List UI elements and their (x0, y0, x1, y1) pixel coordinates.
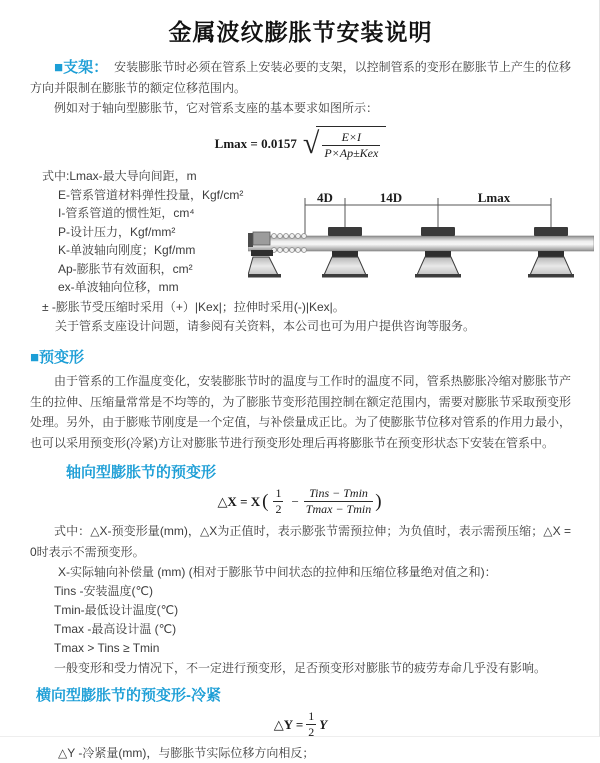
lmax-formula (30, 126, 571, 161)
axial-subheading: 轴向型膨胀节的预变形 (66, 464, 217, 481)
temp-line: Tmin-最低设计温度(℃) (54, 603, 179, 617)
definitions-and-diagram (30, 167, 595, 298)
lateral-formula-rhs: Y (319, 716, 328, 732)
definition-item: ex-单波轴向位移，mm (58, 280, 179, 294)
fraction-denominator: Tmax − Tmin (305, 502, 372, 516)
support-example-line: 例如对于轴向型膨胀节，它对管系支座的基本要求如图所示： (54, 101, 379, 115)
temp-line: Tmax -最高设计温 (℃) (54, 622, 177, 636)
guide-support-icon (528, 227, 574, 278)
axial-formula (30, 486, 571, 517)
guide-support-icon (322, 227, 368, 278)
temperature-fraction (304, 486, 373, 517)
definition-item: E-管系管道材料弹性投量，Kgf/cm² (58, 187, 244, 202)
temp-line: Tins -安装温度(℃) (54, 584, 154, 598)
symbol-definitions-list (30, 167, 248, 298)
definition-item: 式中:Lmax-最大导向间距，m (42, 169, 197, 183)
predeform-body-paragraph: 由于管系的工作温度变化，安装膨胀节时的温度与工作时的温度不同，管系热膨胀冷缩对膨胀节产生的拉伸、压缩量常常是不均等的，为了膨胀节变形范围控制在额定范围内，需要对膨胀节采取预变形处理。另外，由于膨账节刚度是一个定值，与补偿量成正比。为了使膨胀节位移对管系的作用力最小，也可以采用预变形(冷紧)方让对膨胀节进行预变形处理后再将膨胀节在预变形状态下安装在管系中。 (30, 374, 571, 450)
support-intro-text: 安装膨胀节时必须在管系上安装必要的支架，以控制管系的变形在膨胀节上产生的位移方向并限制在膨胀节的额定位移范围内。 (30, 60, 571, 95)
radical-sign: √ (302, 126, 320, 160)
axial-explain-paragraph: 式中：△X-预变形量(mm)，△X为正值时，表示膨张节需预拉伸；为负值时，表示需预压缩；△X = 0时表示不需预变形。 (30, 524, 571, 559)
delta-y-definition-line: △Y -冷紧量(mm)，与膨胀节实际位移方向相反； (58, 746, 315, 760)
support-intro-paragraph (30, 57, 571, 98)
dimension-label-14d: 14D (379, 191, 403, 205)
fraction-denominator: 2 (308, 725, 315, 739)
plus-minus-note: ± -膨胀节受压缩时采用（+）|Kex|；拉伸时采用(-)|Kex|。 (42, 300, 345, 314)
dimension-label-lmax: Lmax (477, 191, 511, 205)
lateral-formula (30, 709, 571, 740)
dimension-label-4d: 4D (317, 191, 333, 205)
fraction-numerator: E×I (341, 130, 362, 144)
fraction-numerator: 1 (275, 486, 282, 500)
temperature-definitions (54, 582, 571, 658)
one-half-fraction (273, 486, 283, 517)
lmax-formula-lhs: Lmax = 0.0157 (214, 135, 297, 151)
x-definition-line: X-实际轴向补偿量 (mm) (相对于膨胀节中间状态的拉伸和压缩位移量绝对值之和)： (58, 565, 497, 579)
support-section-label: ■支架： (54, 59, 109, 76)
axial-note-line: 一般变形和受力情况下，不一定进行预变形，足否预变形对膨胀节的疲劳寿命几乎没有影响。 (54, 661, 547, 675)
axial-formula-lhs: △X = X (217, 493, 261, 509)
open-paren: ( (262, 490, 269, 512)
definition-item: P-设计压力，Kgf/mm² (58, 224, 176, 239)
definition-item: I-管系管道的惯性矩，cm⁴ (58, 206, 195, 220)
lmax-formula-fraction (322, 130, 380, 161)
radical-vinculum (316, 126, 386, 161)
service-note: 关于管系支座设计问题，请参阅有关资料，本公司也可为用户提供咨询等服务。 (55, 319, 476, 333)
predeform-section-heading: ■预变形 (30, 349, 85, 366)
fraction-numerator: 1 (308, 709, 315, 723)
lateral-formula-lhs: △Y = (273, 716, 304, 732)
one-half-fraction (306, 709, 316, 740)
definition-item: Ap-膨胀节有效面积，cm² (58, 261, 193, 276)
close-paren: ) (375, 490, 382, 512)
fraction-numerator: Tins − Tmin (309, 486, 368, 500)
pipe-support-diagram-svg (248, 191, 594, 293)
minus-operator: − (291, 493, 299, 509)
pipe-support-diagram (248, 191, 594, 298)
temp-line: Tmax > Tins ≥ Tmin (54, 641, 160, 655)
lateral-subheading: 横向型膨胀节的预变形-冷紧 (36, 687, 221, 704)
fraction-denominator: P×Ap±Kex (324, 146, 379, 160)
definition-item: K-单波轴向刚度；Kgf/mm (58, 243, 196, 257)
page-title: 金属波纹膨胀节安装说明 (168, 19, 433, 45)
fraction-denominator: 2 (275, 502, 282, 516)
guide-support-icon (415, 227, 461, 278)
